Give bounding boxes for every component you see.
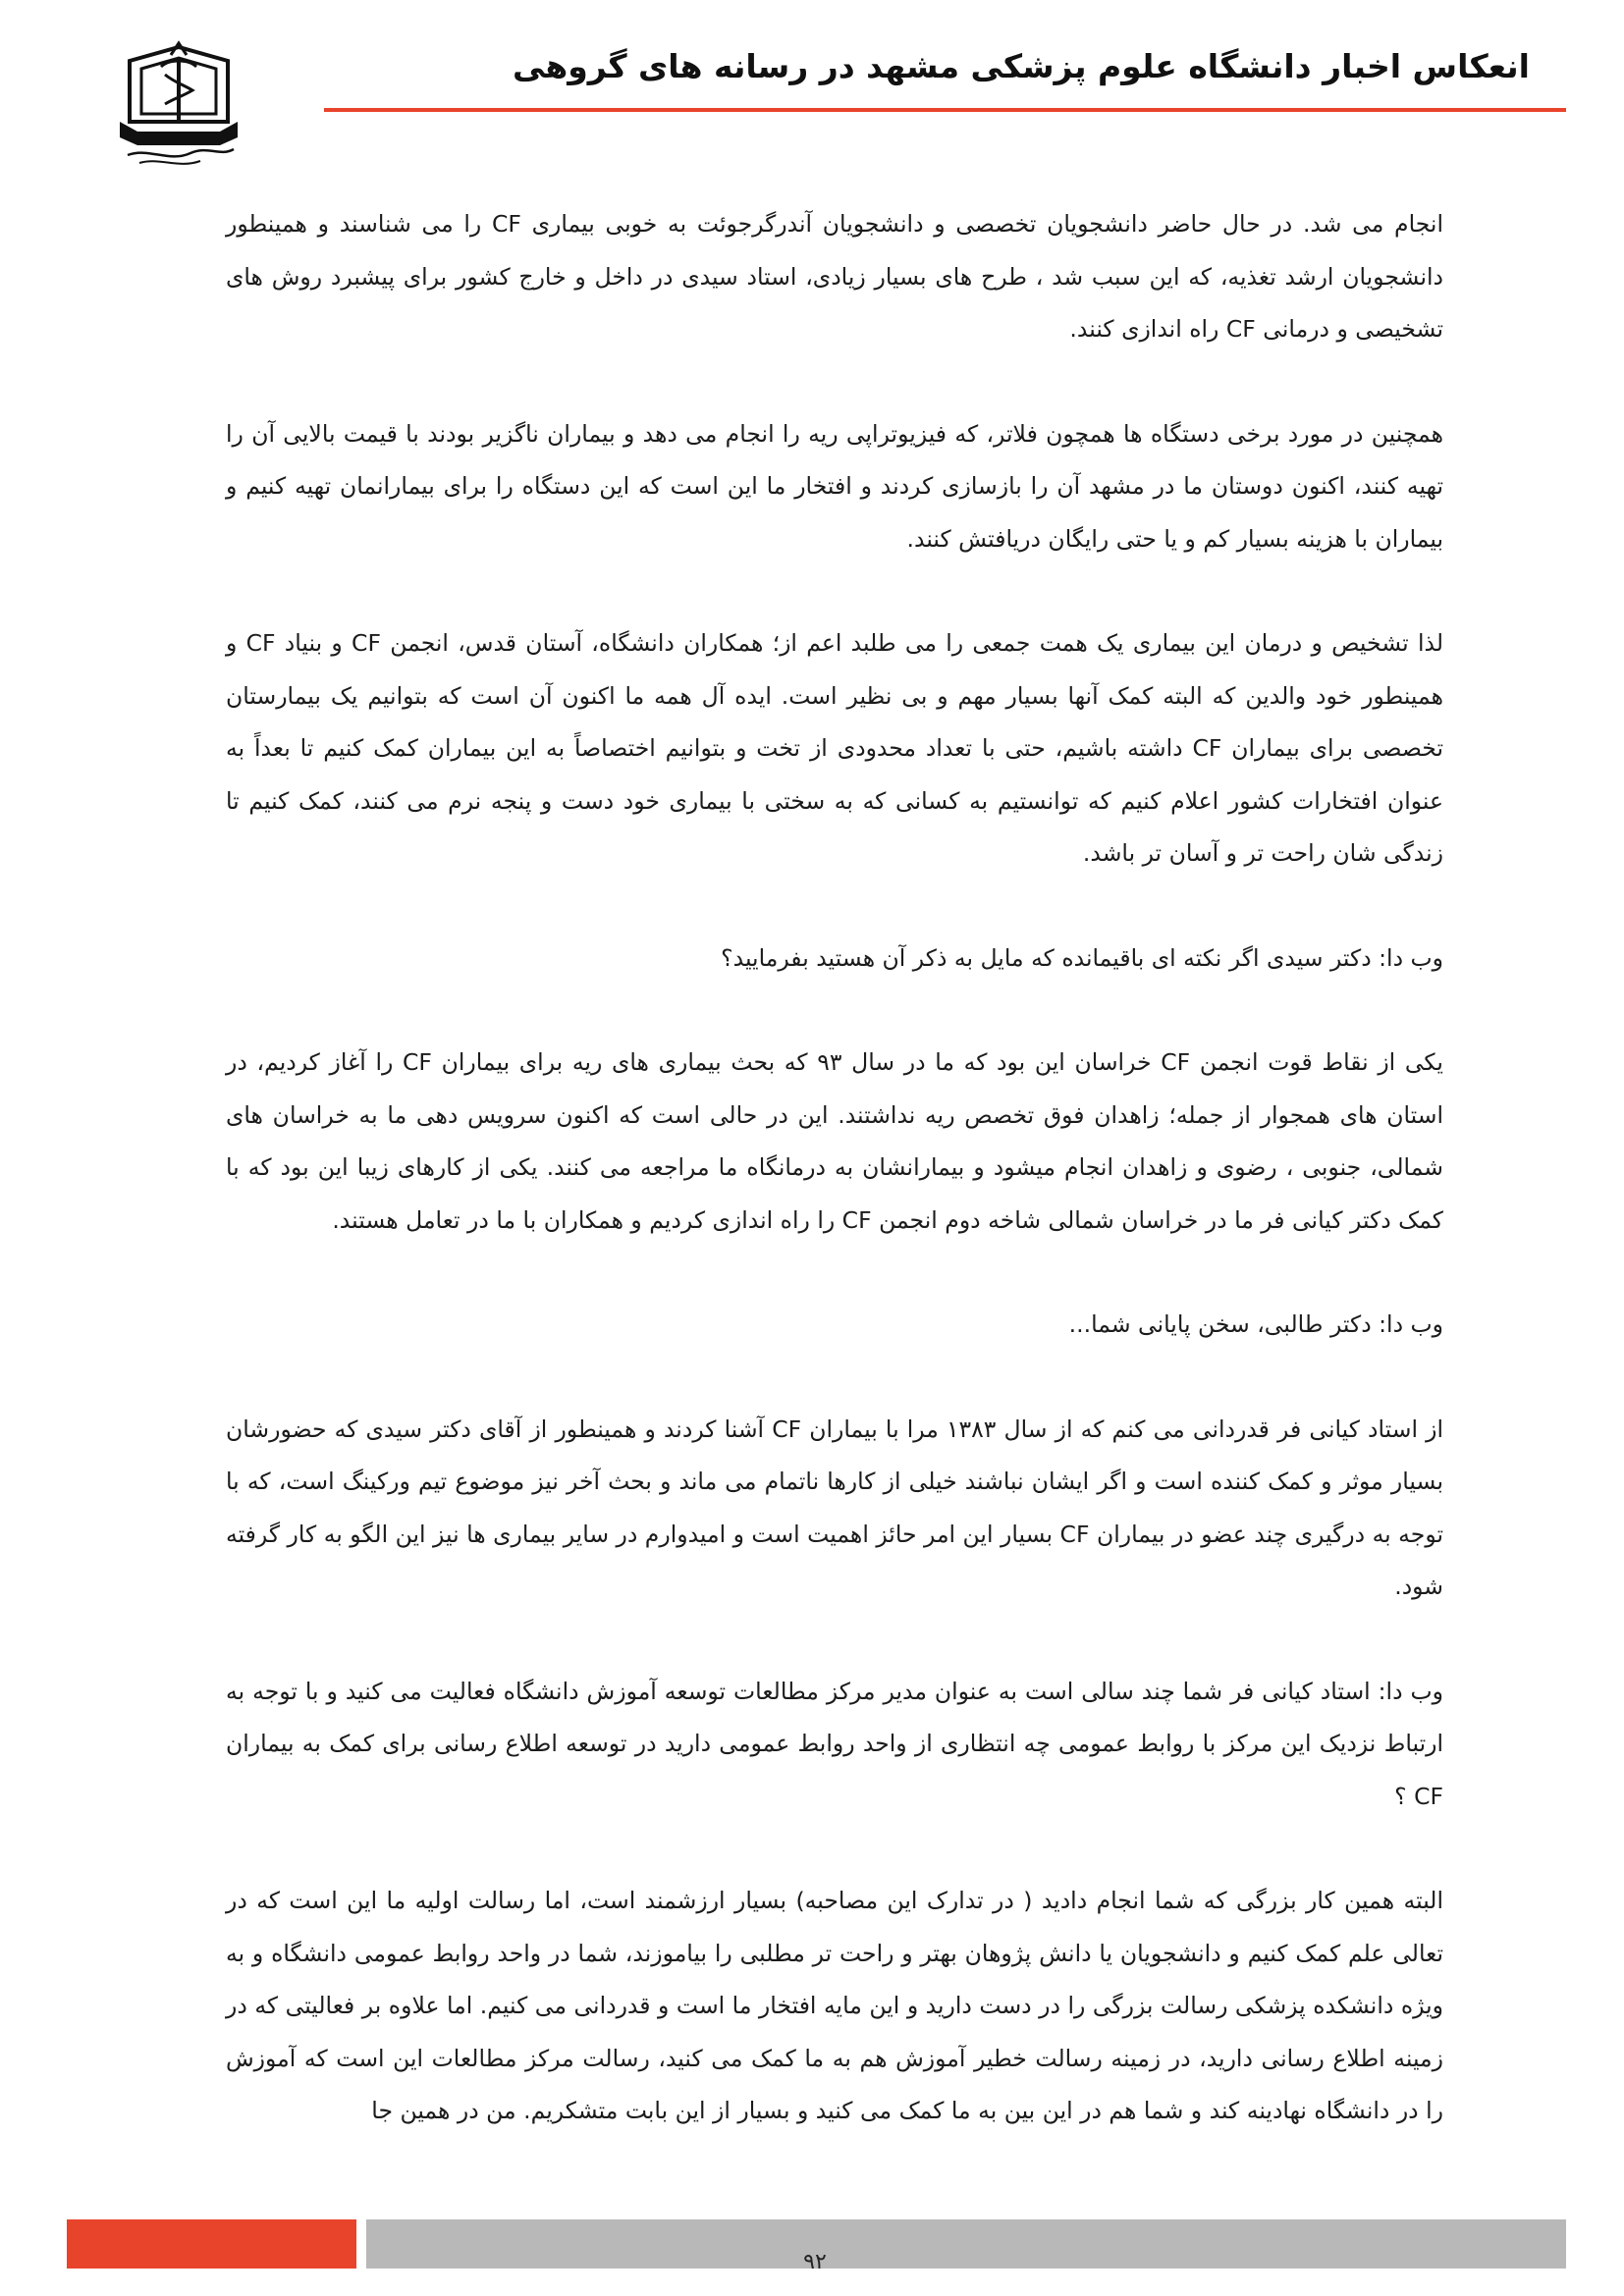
header-divider <box>324 108 1566 112</box>
paragraph: از استاد کیانی فر قدردانی می کنم که از سال ۱۳۸۳ مرا با بیماران CF آشنا کردند و همینطور از آقای دکتر سیدی که حضورشان بسیار موثر و کمک کننده است و اگر ایشان نباشند خیلی از کارها ناتمام می ماند و بحث آخر نیز موضوع تیم ورکینگ است، که با توجه به درگیری چند عضو در بیماران CF بسیار این امر حائز اهمیت است و امیدوارم در سایر بیماری ها نیز این الگو به کار گرفته شود. <box>225 1415 1443 1600</box>
article-body <box>226 198 1443 2190</box>
interview-question: وب دا: دکتر طالبی، سخن پایانی شما... <box>1068 1310 1443 1338</box>
paragraph: همچنین در مورد برخی دستگاه ها همچون فلاتر، که فیزیوتراپی ریه را انجام می دهد و بیماران ناگزیر بودند با قیمت بالایی آن را تهیه کنند، اکنون دوستان ما در مشهد آن را بازسازی کردند و افتخار ما این است که این دستگاه را برای بیمارانمان تهیه کنیم و بیماران با هزینه بسیار کم و یا حتی رایگان دریافتش کنند. <box>226 419 1443 553</box>
paragraph: لذا تشخیص و درمان این بیماری یک همت جمعی را می طلبد اعم از؛ همکاران دانشگاه، آستان قدس، انجمن CF و بنیاد CF و همینطور خود والدین که البته کمک آنها بسیار مهم و بی نظیر است. ایده آل همه ما اکنون آن است که بتوانیم یک بیمارستان تخصصی برای بیماران CF داشته باشیم، حتی با تعداد محدودی از تخت و بتوانیم اختصاصاً به این بیماران کمک کنیم تا بعداً به عنوان افتخارات کشور اعلام کنیم که توانستیم به کسانی که به سختی با بیماری خود دست و پنجه نرم می کنند، کمک کنیم تا زندگی شان راحت تر و آسان تر باشد. <box>226 629 1443 867</box>
paragraph: یکی از نقاط قوت انجمن CF خراسان این بود که ما در سال ۹۳ که بحث بیماری های ریه برای بیماران CF را آغاز کردیم، در استان های همجوار از جمله؛ زاهدان فوق تخصص ریه نداشتند. این در حالی است که اکنون سرویس دهی ما به خراسان های شمالی، جنوبی ، رضوی و زاهدان انجام میشود و بیمارانشان به درمانگاه ما مراجعه می کنند. یکی از کارهای زیبا این بود که با کمک دکتر کیانی فر ما در خراسان شمالی شاخه دوم انجمن CF را راه اندازی کردیم و همکاران با ما در تعامل هستند. <box>226 1048 1443 1234</box>
page-number: ۹۲ <box>803 2250 827 2274</box>
interview-question: وب دا: دکتر سیدی اگر نکته ای باقیمانده که مایل به ذکر آن هستید بفرمایید؟ <box>721 943 1443 972</box>
page-header-title: انعکاس اخبار دانشگاه علوم پزشکی مشهد در رسانه های گروهی <box>513 47 1530 85</box>
university-logo <box>110 39 247 177</box>
footer-bar <box>366 2219 1566 2269</box>
university-emblem-icon <box>110 39 247 177</box>
interview-question: وب دا: استاد کیانی فر شما چند سالی است به عنوان مدیر مرکز مطالعات توسعه آموزش دانشگاه فعالیت می کنید و با توجه به ارتباط نزدیک این مرکز با روابط عمومی چه انتظاری از واحد روابط عمومی دارید در توسعه اطلاع رسانی برای کمک به بیماران CF ؟ <box>226 1677 1443 1810</box>
paragraph: انجام می شد. در حال حاضر دانشجویان تخصصی و دانشجویان آندرگرجوئت به خوبی بیماری CF را می شناسند و همینطور دانشجویان ارشد تغذیه، که این سبب شد ، طرح های بسیار زیادی، استاد سیدی در داخل و خارج کشور برای پیشبرد روش های تشخیصی و درمانی CF راه اندازی کنند. <box>226 210 1443 343</box>
paragraph: البته همین کار بزرگی که شما انجام دادید ( در تدارک این مصاحبه) بسیار ارزشمند است، اما رسالت اولیه ما این است که در تعالی علم کمک کنیم و دانشجویان یا دانش پژوهان بهتر و راحت تر مطلبی را بیاموزند، شما در واحد روابط عمومی دانشگاه و به ویژه دانشکده پزشکی رسالت بزرگی را در دست دارید و این مایه افتخار ما است و قدردانی می کنیم. اما علاوه بر فعالیتی که در زمینه اطلاع رسانی دارید، در زمینه رسالت خطیر آموزش هم به ما کمک می کنید، رسالت مرکز مطالعات این است که آموزش را در دانشگاه نهادینه کند و شما هم در این بین به ما کمک می کنید و بسیار از این بابت متشکریم. من در همین جا <box>226 1887 1443 2124</box>
footer-accent-bar <box>67 2219 356 2269</box>
